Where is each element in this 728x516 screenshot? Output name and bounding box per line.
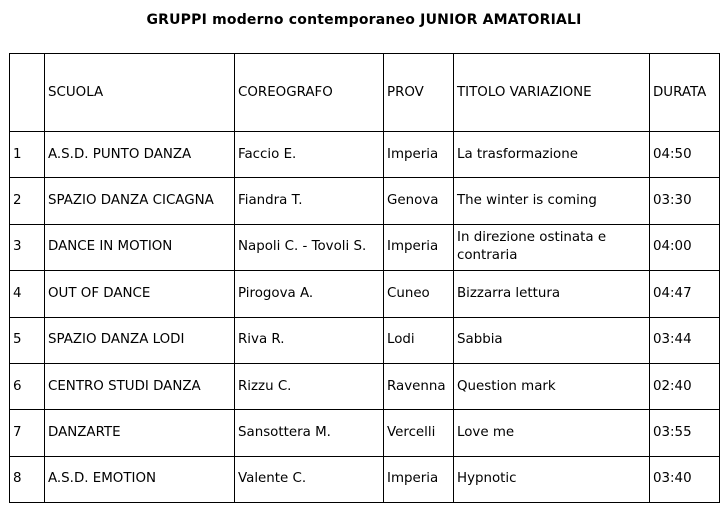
cell-number: 1 (10, 132, 45, 178)
cell-number: 5 (10, 317, 45, 363)
table-row (10, 363, 720, 409)
page-title: GRUPPI moderno contemporaneo JUNIOR AMATORIALI (146, 12, 582, 28)
cell-coreografo: Pirogova A. (235, 271, 384, 317)
cell-coreografo: Riva R. (235, 317, 384, 363)
cell-titolo: In direzione ostinata e contraria (454, 224, 650, 270)
table-header-row (10, 54, 720, 132)
cell-coreografo: Faccio E. (235, 132, 384, 178)
cell-titolo: The winter is coming (454, 178, 650, 224)
cell-titolo: Sabbia (454, 317, 650, 363)
cell-durata: 03:55 (650, 410, 720, 456)
cell-number: 7 (10, 410, 45, 456)
header-coreografo: COREOGRAFO (235, 54, 384, 132)
table-row (10, 456, 720, 502)
cell-prov: Imperia (384, 224, 454, 270)
cell-prov: Vercelli (384, 410, 454, 456)
cell-prov: Cuneo (384, 271, 454, 317)
cell-prov: Genova (384, 178, 454, 224)
cell-scuola: OUT OF DANCE (45, 271, 235, 317)
cell-scuola: CENTRO STUDI DANZA (45, 363, 235, 409)
header-titolo-variazione: TITOLO VARIAZIONE (454, 54, 650, 132)
table-row (10, 178, 720, 224)
cell-scuola: A.S.D. PUNTO DANZA (45, 132, 235, 178)
cell-titolo: Bizzarra lettura (454, 271, 650, 317)
cell-durata: 03:30 (650, 178, 720, 224)
cell-titolo: Hypnotic (454, 456, 650, 502)
table-row (10, 317, 720, 363)
cell-durata: 04:47 (650, 271, 720, 317)
cell-scuola: DANCE IN MOTION (45, 224, 235, 270)
cell-scuola: SPAZIO DANZA CICAGNA (45, 178, 235, 224)
cell-coreografo: Fiandra T. (235, 178, 384, 224)
cell-coreografo: Sansottera M. (235, 410, 384, 456)
cell-prov: Lodi (384, 317, 454, 363)
cell-durata: 04:50 (650, 132, 720, 178)
cell-prov: Ravenna (384, 363, 454, 409)
cell-scuola: A.S.D. EMOTION (45, 456, 235, 502)
cell-durata: 03:44 (650, 317, 720, 363)
cell-coreografo: Valente C. (235, 456, 384, 502)
participants-table (9, 53, 720, 503)
cell-number: 3 (10, 224, 45, 270)
cell-durata: 04:00 (650, 224, 720, 270)
header-durata: DURATA (650, 54, 720, 132)
header-number (10, 54, 45, 132)
header-scuola: SCUOLA (45, 54, 235, 132)
table-row (10, 271, 720, 317)
cell-number: 2 (10, 178, 45, 224)
cell-scuola: DANZARTE (45, 410, 235, 456)
cell-titolo: Love me (454, 410, 650, 456)
cell-durata: 02:40 (650, 363, 720, 409)
cell-prov: Imperia (384, 456, 454, 502)
cell-prov: Imperia (384, 132, 454, 178)
cell-durata: 03:40 (650, 456, 720, 502)
cell-titolo: Question mark (454, 363, 650, 409)
table-row (10, 410, 720, 456)
cell-number: 4 (10, 271, 45, 317)
cell-scuola: SPAZIO DANZA LODI (45, 317, 235, 363)
table-row (10, 132, 720, 178)
table-row (10, 224, 720, 270)
cell-coreografo: Napoli C. - Tovoli S. (235, 224, 384, 270)
cell-titolo: La trasformazione (454, 132, 650, 178)
cell-number: 6 (10, 363, 45, 409)
cell-coreografo: Rizzu C. (235, 363, 384, 409)
header-prov: PROV (384, 54, 454, 132)
cell-number: 8 (10, 456, 45, 502)
